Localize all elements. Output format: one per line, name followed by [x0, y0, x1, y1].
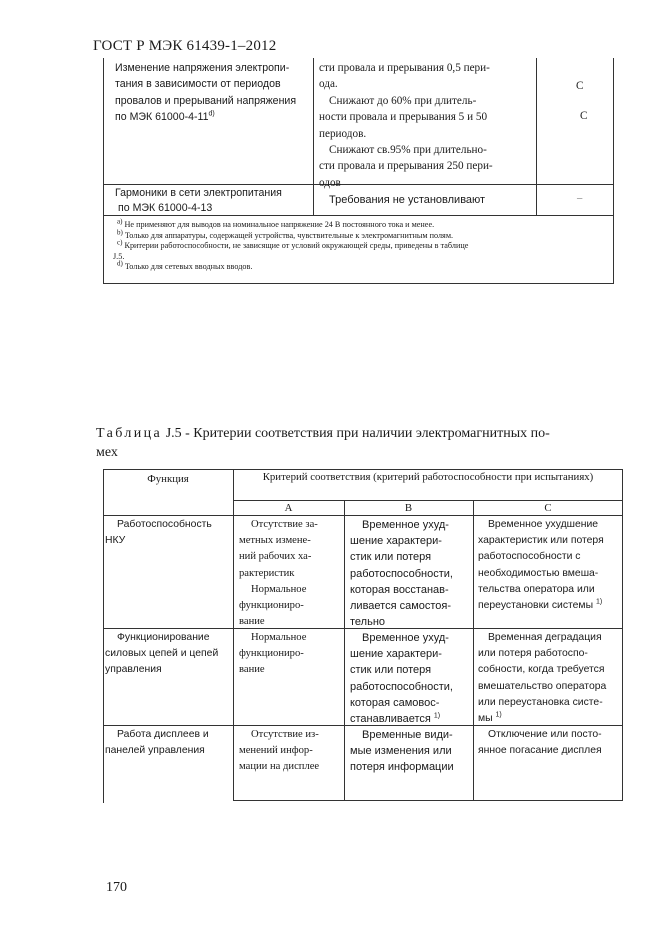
table-row-criterion-c: Временная деградация или потеря работоспо- собности, когда требуется вмешательство оператора или переустановка систе- мы $^{1)}$: [478, 632, 607, 725]
table-row-criterion-a: Отсутствие из- менений инфор- мации на дисплее: [239, 729, 320, 773]
harmonics-criterion: –: [577, 193, 583, 204]
disturbance-level-cell: сти провала и прерывания 0,5 пери- ода. Снижают до 60% при длитель- ности провала и прерывания 5 и 50 периодов. Снижают св.95% при длительно- сти провала и прерывания 250 пери- одов: [319, 62, 493, 189]
table-footnotes: a) Не применяют для выводов на номинальное напряжение 24 В постоянного тока и менее. b) Только для аппаратуры, содержащей устройства, чувствительные к электромагнитным полям. c) Критерии работоспособности, не зависящие от условий окружающей среды, приведены в таблице J.5. d) Только для сетевых вводных вводов.: [113, 217, 469, 272]
header-function: Функция: [147, 473, 189, 485]
table-row-criterion-a: Отсутствие за- метных измене- ний рабочих ха- рактеристик Нормальное функциониро- вание: [239, 519, 318, 628]
table-row-criterion-b: Временные види- мые изменения или потеря информации: [350, 729, 454, 774]
harmonics-cell: Гармоники в сети электропитания по МЭК 61000-4-13: [115, 187, 282, 214]
header-criterion: Критерий соответствия (критерий работоспособности при испытаниях): [262, 471, 594, 483]
table-row-function: Функционирование силовых цепей и цепей управления: [105, 632, 219, 676]
harmonics-requirement: Требования не установливают: [329, 194, 486, 206]
page-number: 170: [106, 880, 127, 895]
table-row-criterion-b: Временное ухуд- шение характери- стик или потеря работоспособности, которая самовос- станавливается $^{1)}$: [350, 632, 453, 726]
table-row-criterion-b: Временное ухуд- шение характери- стик или потеря работоспособности, которая восстанав- ливается самостоя- тельно: [350, 519, 453, 629]
criterion-c-1: C: [576, 80, 584, 92]
header-b: B: [404, 502, 413, 514]
table-row-function: Работа дисплеев и панелей управления: [105, 729, 209, 757]
table-row-criterion-a: Нормальное функциониро- вание: [239, 632, 307, 676]
document-header: ГОСТ Р МЭК 61439-1–2012: [93, 38, 277, 54]
header-c: C: [544, 502, 552, 514]
header-a: A: [284, 502, 293, 514]
disturbance-name-cell: Изменение напряжения электропи- тания в зависимости от периодов провалов и прерываний напряжения по МЭК 61000-4-11$^{d)}$: [115, 62, 297, 124]
table-row-criterion-c: Отключение или посто- янное погасание дисплея: [478, 729, 602, 757]
continuation-table: [103, 58, 614, 284]
table-row-function: Работоспособность НКУ: [105, 519, 212, 547]
criterion-c-2: C: [580, 110, 588, 122]
table-caption: Таблица J.5 - Критерии соответствия при наличии электромагнитных по- мех: [96, 426, 550, 460]
table-row-criterion-c: Временное ухудшение характеристик или потеря работоспособности с необходимостью вмеша- тельства оператора или переустановки системы $^{1)}$: [478, 519, 604, 612]
criteria-table: [103, 469, 623, 803]
